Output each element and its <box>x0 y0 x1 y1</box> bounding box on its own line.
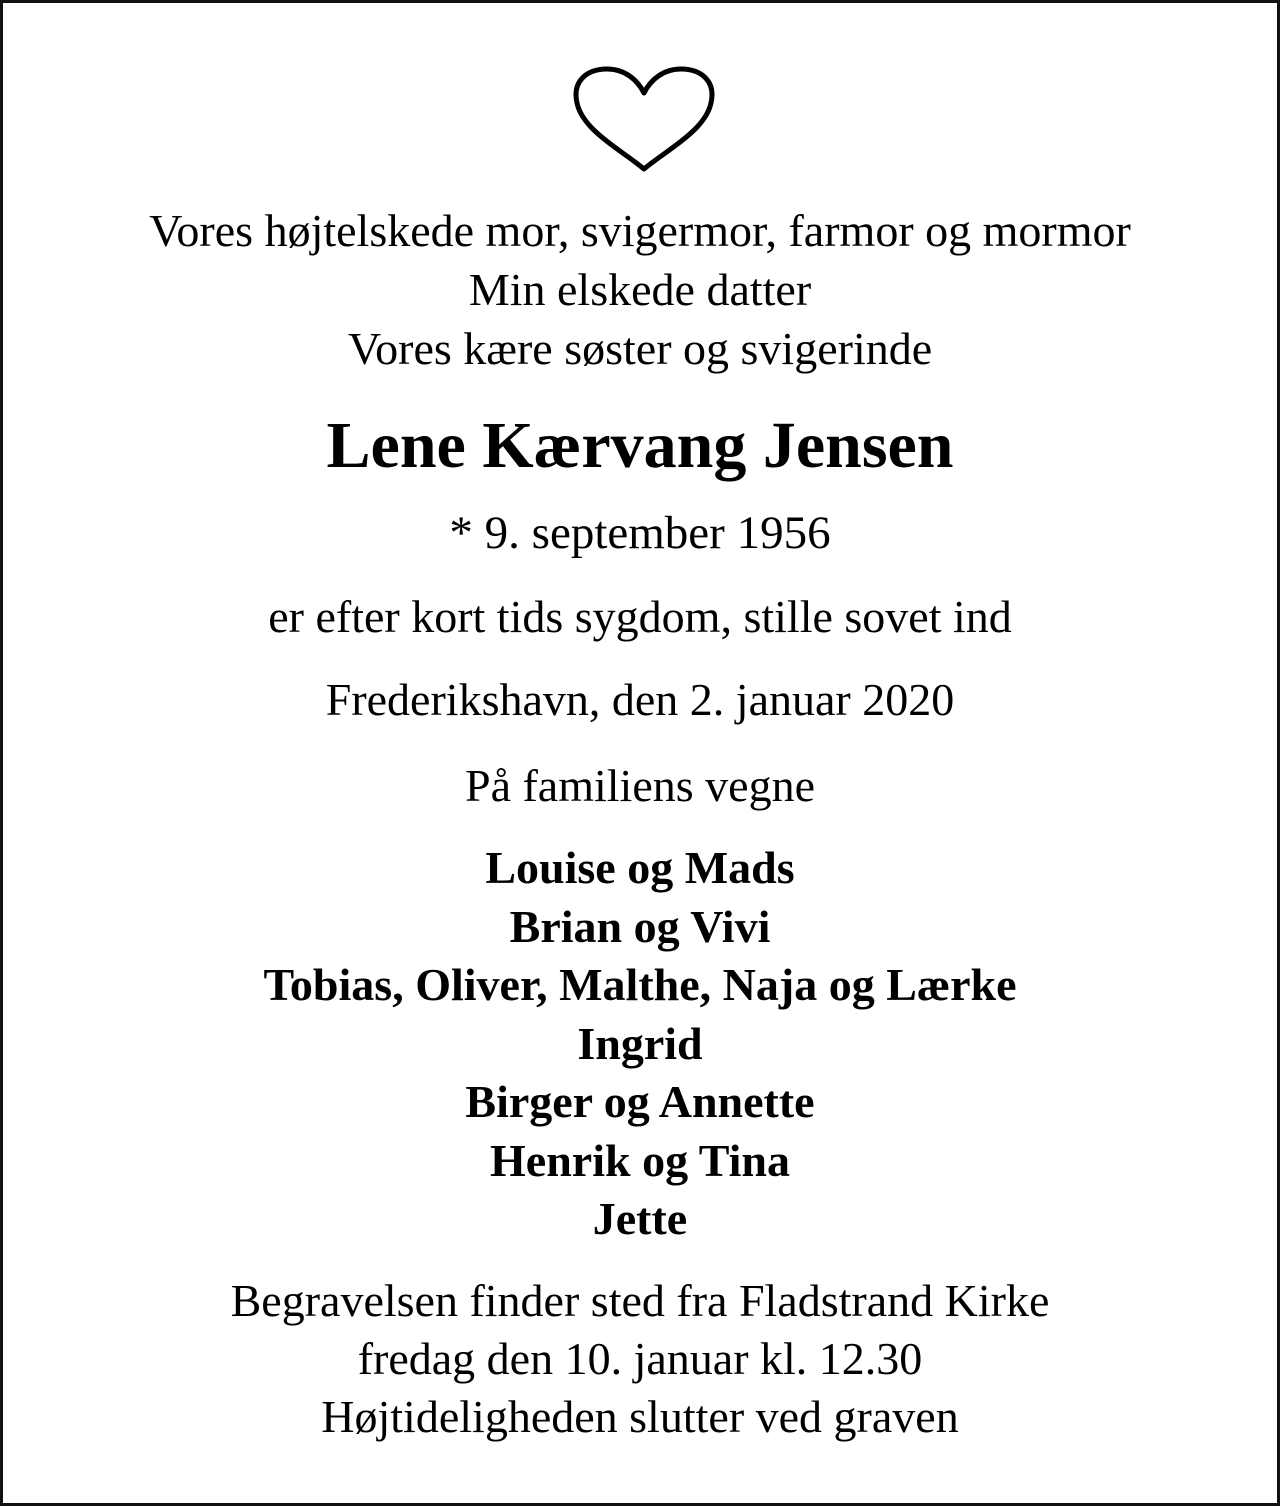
intro-line: Vores kære søster og svigerinde <box>347 323 933 374</box>
funeral-line: fredag den 10. januar kl. 12.30 <box>357 1333 923 1384</box>
funeral-info <box>3 1272 1277 1446</box>
family-list <box>3 839 1277 1249</box>
family-member-line: Ingrid <box>577 1017 703 1069</box>
family-member-line: Henrik og Tina <box>490 1134 790 1186</box>
on-behalf-text: På familiens vegne <box>464 760 815 811</box>
family-member-line: Louise og Mads <box>485 842 795 893</box>
funeral-line: Højtideligheden slutter ved graven <box>321 1391 959 1442</box>
family-member-line: Birger og Annette <box>465 1076 815 1127</box>
deceased-name: Lene Kærvang Jensen <box>326 409 954 482</box>
place-and-date: Frederikshavn, den 2. januar 2020 <box>325 674 955 725</box>
intro-text <box>3 201 1277 378</box>
family-member-line: Jette <box>592 1193 688 1244</box>
birth-date: * 9. september 1956 <box>449 507 831 559</box>
family-member-line: Tobias, Oliver, Malthe, Naja og Lærke <box>263 959 1017 1010</box>
family-member-line: Brian og Vivi <box>509 900 771 952</box>
death-statement: er efter kort tids sygdom, stille sovet ind <box>268 591 1012 642</box>
intro-line: Min elskede datter <box>468 264 812 315</box>
intro-line: Vores højtelskede mor, svigermor, farmor og mormor <box>149 205 1131 256</box>
funeral-line: Begravelsen finder sted fra Fladstrand Kirke <box>230 1275 1050 1326</box>
heart-icon <box>569 63 719 175</box>
